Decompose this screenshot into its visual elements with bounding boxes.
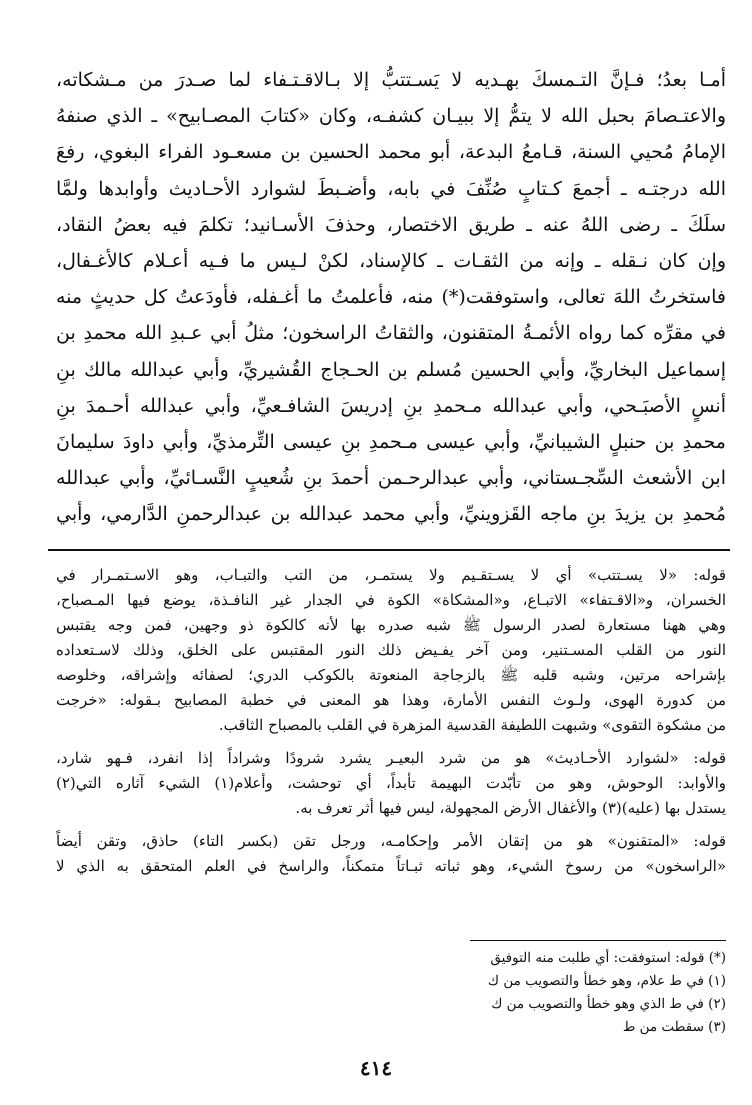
footnote: (*) قوله: استوفقت: أي طلبت منه التوفيق [490, 950, 726, 966]
main-text-line: محمدِ بن حنبلٍ الشيبانيِّ، وأبي عيسى مـحمدِ بنِ عيسى التِّرمذيِّ، وأبي داودَ سليمانَ [56, 431, 726, 454]
main-text-line: أمـا بعدُ؛ فـإنَّ التـمسكَ بهـديه لا يَسـتتبُّ إلا بـالاقـتـفاء لما صـدرَ من مـشكاته، [56, 69, 726, 91]
commentary-line: من كدورة الهوى، ولـوث النفس الأمارة، وهذا هو المعنى في خطبة المصابيح بـقوله: «خرجت [56, 691, 726, 709]
main-text-line: سلَكَ ـ رضى اللهُ عنه ـ طريق الاختصار، وحذفَ الأسـانيد؛ تكلمَ فيه بعضُ النقاد، [56, 213, 726, 236]
commentary-line: من مشكوة التقوى» وشبهت اللطيفة القدسية المزهرة في القلب بالمصباح الثاقب. [218, 716, 726, 734]
footnote: (٢) في ط الذي وهو خطأ والتصويب من ك [491, 996, 726, 1012]
main-text-line: وإن كان نـقله ـ وإنه من الثقـات ـ كالإسناد، لكنْ لـيس ما فـيه أعـلام كالأغـفال، [56, 250, 726, 273]
main-text-line: أنسٍ الأصبَـحي، وأبي عبدالله مـحمدِ بنِ إدريسَ الشافـعيِّ، وأبي عبدالله أحـمدَ بنِ [56, 394, 726, 417]
main-text-line: الله درجتـه ـ أجمعَ كـتابٍ صُنِّفَ في بابه، وأضـبطَ لشوارد الأحـاديث وأوابدها ولمَّا [56, 177, 726, 200]
main-text-line: فاستخرتُ اللهَ تعالى، واستوفقت(*) منه، فأعلمتُ ما أغـفله، فأودَعتُ كل حديثٍ منه [56, 286, 726, 309]
footnote: (١) في ط علام، وهو خطأ والتصويب من ك [487, 973, 726, 989]
page-number: ٤١٤ [359, 1056, 393, 1080]
commentary-line: بإشراحه مرتين، وشبه قلبه ﷺ بالزجاجة المنعوتة بالكوكب الدري؛ لصفائه وإشراقه، وخلوصه [56, 666, 726, 684]
main-text-line: في مقرِّه كما رواه الأئمـةُ المتقنون، والثقاتُ الراسخون؛ مثلُ أبي عـبدِ الله محمدِ بن [56, 322, 726, 345]
footnote: (٣) سقطت من ط [622, 1019, 726, 1035]
footnotes-block [340, 947, 726, 1039]
commentary-line: النور من القلب المسـتنير، ومن آخر يفـيض ذلك النور المقتبس على الخلق، وذلك لاسـتعداده [56, 641, 726, 659]
main-text-block [56, 62, 726, 533]
commentary-divider [48, 549, 730, 551]
commentary-line: قوله: «لا يسـتتب» أي لا يسـتقـيم ولا يستمـر، من التب والتبـاب، وهو الاسـتمـرار في [56, 566, 726, 584]
footnote-divider [470, 940, 726, 941]
commentary-paragraph [56, 829, 726, 879]
commentary-line: وهي ههنا مستعارة لصدر الرسول ﷺ شبه صدره بها لأنه كالكوة ذو وجهين، فمن وجه يقتبس [56, 616, 726, 634]
main-text-line: مُحمدِ بن يزيدَ بنِ ماجه القَزوينيِّ، وأبي محمد عبدالله بن عبدالرحمنِ الدَّارمي، وأبي [56, 503, 726, 526]
commentary-line: والأوابد: الوحوش، وهو من تأبّدت البهيمة تأبداً، أي توحشت، وأعلام(١) الشيء آثاره التي(٢) [56, 774, 726, 792]
main-text-line: والاعتـصامَ بحبل الله لا يتمُّ إلا ببيـان كشفـه، وكان «كتابَ المصـابيح» ـ الذي صنفهُ [56, 105, 726, 128]
commentary-line: قوله: «لشوارد الأحـاديث» هو من شرد البعيـر يشرد شرودًا وشراداً إذا انفرد، فـهو شارد، [56, 749, 726, 767]
main-text-line: ابن الأشعث السِّجـستاني، وأبي عبدالرحـمن أحمدَ بنِ شُعيبٍ النَّسـائيِّ، وأبي عبدالله [56, 467, 726, 490]
commentary-line: «الراسخون» من رسوخ الشيء، وهو ثباته ثبـاتاً متمكناً، والراسخ في العلم المتحقق به الذي لا [56, 857, 726, 875]
commentary-block [56, 563, 726, 887]
commentary-paragraph [56, 563, 726, 738]
commentary-line: قوله: «المتقنون» هو من إتقان الأمر وإحكامـه، ورجل تقن (بكسر التاء) حاذق، وتقن أيضاً [56, 832, 726, 850]
main-text-line: إسماعيل البخاريِّ، وأبي الحسين مُسلم بن الحـجاج القُشيريِّ، وأبي عبدالله مالك بنِ [56, 358, 726, 381]
commentary-paragraph [56, 746, 726, 821]
commentary-line: يستدل بها (عليه)(٣) والأغفال الأرض المجهولة، ليس فيها أثر تعرف به. [295, 799, 726, 817]
main-text-line: الإمامُ مُحيي السنة، قـامعُ البدعة، أبو محمد الحسين بن مسعـود الفراء البغوي، رفعَ [56, 141, 726, 164]
commentary-line: الخسران، و«الاقـتفاء» الاتبـاع، و«المشكاة» الكوة في الجدار غير النافـذة، يوضع فيها المـصباح، [56, 591, 726, 609]
